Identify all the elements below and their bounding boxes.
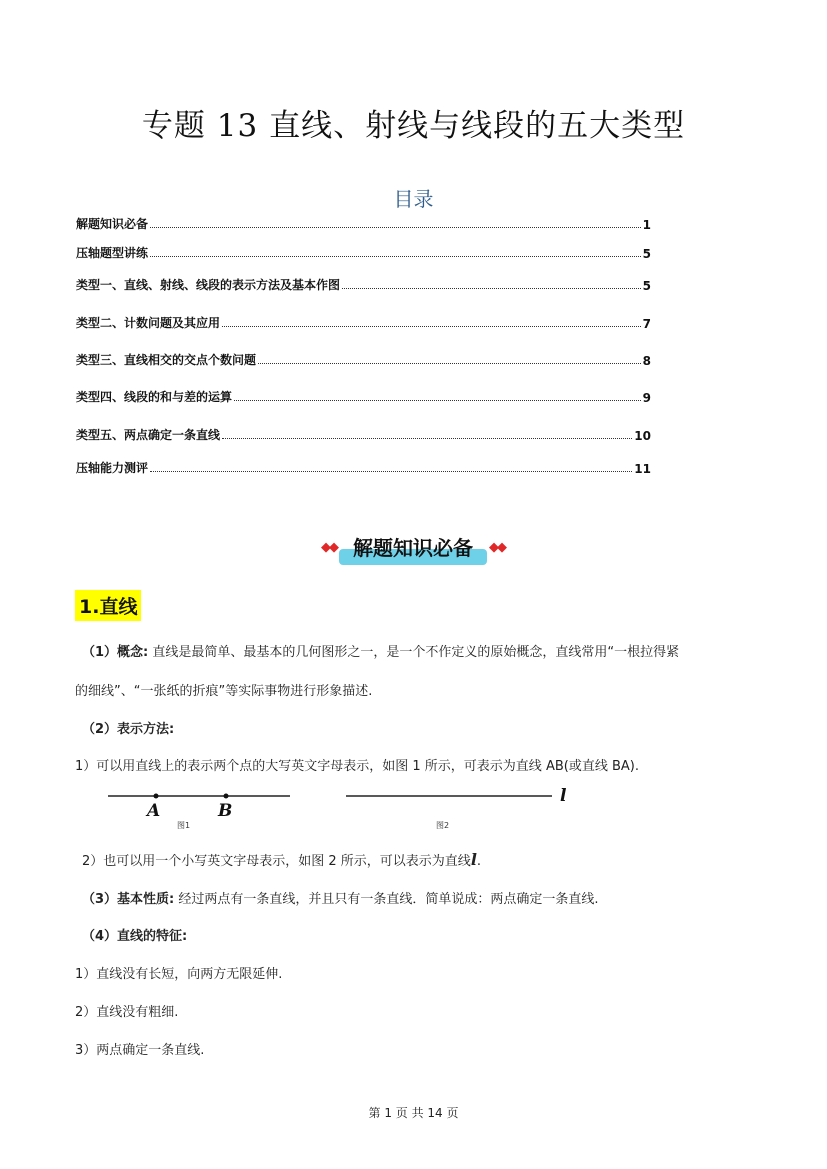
concept-text: 直线是最简单、最基本的几何图形之一，是一个不作定义的原始概念，直线常用“一根拉得紧: [148, 645, 680, 660]
toc-entry[interactable]: [76, 275, 651, 293]
toc-leader: [342, 288, 641, 289]
property-paragraph: （3）基本性质: 经过两点有一条直线，并且只有一条直线．简单说成：两点确定一条直线.: [82, 892, 599, 907]
toc-entry-page: 5: [642, 247, 651, 261]
line-l-label: l: [560, 786, 567, 806]
point-b-label: B: [218, 801, 233, 821]
toc-heading: 目录: [393, 187, 434, 211]
point-b: [224, 794, 229, 799]
features-label: （4）直线的特征:: [82, 929, 188, 944]
diamond-icon: ◆◆: [321, 539, 337, 555]
toc-leader: [222, 326, 641, 327]
concept-paragraph-cont: 的细线”、“一张纸的折痕”等实际事物进行形象描述.: [75, 684, 373, 699]
toc-leader: [222, 438, 632, 439]
repr-label: （2）表示方法:: [82, 722, 175, 737]
toc-entry-page: 10: [634, 429, 651, 443]
feature-item-2: 2）直线没有粗细.: [75, 1005, 179, 1020]
toc-entry-page: 9: [642, 391, 651, 405]
toc-entry-label: 压轴能力测评: [76, 461, 149, 475]
toc-entry[interactable]: [76, 458, 651, 476]
concept-label: （1）概念:: [82, 645, 149, 660]
repr-item-1: 1）可以用直线上的表示两个点的大写英文字母表示，如图 1 所示，可表示为直线 AB(或直线 BA).: [75, 759, 639, 774]
toc-entry-page: 11: [634, 462, 651, 476]
toc-entry-label: 类型五、两点确定一条直线: [76, 428, 221, 442]
toc-leader: [258, 363, 641, 364]
diamond-icon: ◆◆: [489, 539, 505, 555]
toc-leader: [150, 227, 641, 228]
toc-entry-page: 5: [642, 279, 651, 293]
toc-entry-label: 类型三、直线相交的交点个数问题: [76, 353, 257, 367]
toc-entry-page: 7: [642, 317, 651, 331]
figure-2-caption: 图2: [436, 821, 450, 830]
figure-1-caption: 图1: [177, 821, 191, 830]
banner-title: 解题知识必备: [343, 530, 483, 565]
toc-leader: [150, 471, 632, 472]
toc-entry-page: 8: [642, 354, 651, 368]
figure-lines: [100, 786, 580, 832]
repr-item-2: 2）也可以用一个小写英文字母表示，如图 2 所示，可以表示为直线l.: [82, 850, 482, 869]
toc-entry-label: 类型二、计数问题及其应用: [76, 316, 221, 330]
toc-leader: [150, 256, 641, 257]
section-banner: [288, 530, 538, 564]
toc-entry[interactable]: [76, 214, 651, 232]
concept-paragraph: [82, 641, 679, 660]
page-footer: 第 1 页 共 14 页: [368, 1106, 459, 1120]
feature-item-1: 1）直线没有长短，向两方无限延伸.: [75, 967, 283, 982]
toc-entry-label: 解题知识必备: [76, 217, 149, 231]
toc-entry-page: 1: [642, 218, 651, 232]
toc-entry-label: 类型一、直线、射线、线段的表示方法及基本作图: [76, 278, 341, 292]
point-a-label: A: [147, 801, 161, 821]
document-title: 专题 13 直线、射线与线段的五大类型: [141, 108, 686, 144]
toc-entry[interactable]: [76, 350, 651, 368]
point-a: [154, 794, 159, 799]
toc-entry[interactable]: [76, 387, 651, 405]
toc-entry-label: 压轴题型讲练: [76, 246, 149, 260]
toc-entry[interactable]: [76, 425, 651, 443]
toc-leader: [234, 400, 641, 401]
line-variable: l: [470, 850, 477, 869]
toc-entry[interactable]: [76, 243, 651, 261]
toc-entry[interactable]: [76, 313, 651, 331]
feature-item-3: 3）两点确定一条直线.: [75, 1043, 205, 1058]
section-heading: 1.直线: [75, 590, 141, 621]
toc-entry-label: 类型四、线段的和与差的运算: [76, 390, 233, 404]
